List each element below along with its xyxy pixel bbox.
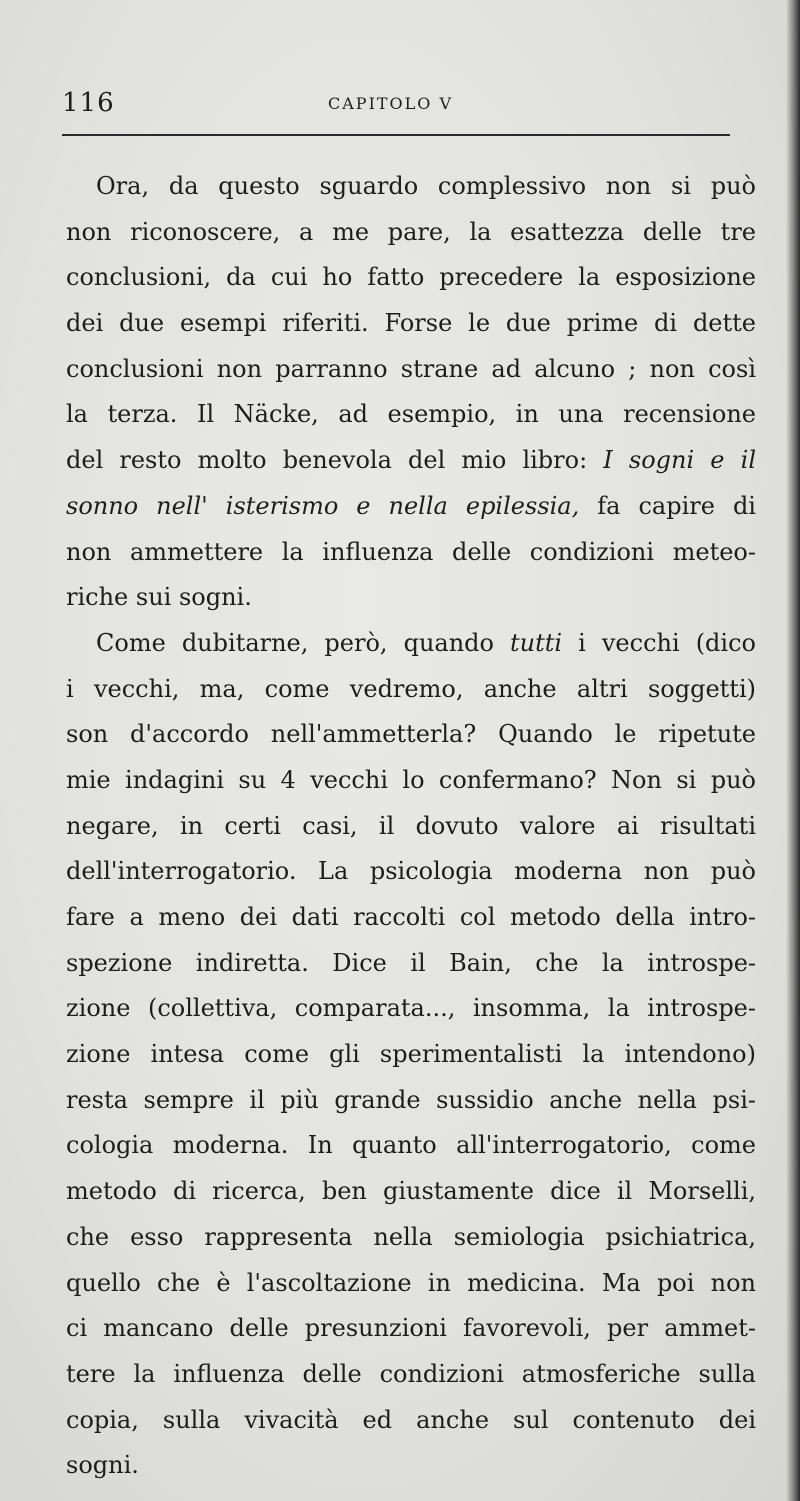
text-line [66, 849, 756, 895]
text-line [66, 1352, 756, 1398]
text-segment: resta sempre il più grande sussidio anche nella psi- [66, 1085, 756, 1114]
text-line [66, 941, 756, 987]
running-head [62, 88, 730, 128]
text-line [66, 1032, 756, 1078]
text-segment: sogni. [66, 1451, 139, 1480]
text-line [66, 530, 756, 576]
text-line [66, 1123, 756, 1169]
header-rule [62, 134, 730, 136]
text-segment: riche sui sogni. [66, 583, 252, 612]
text-line [66, 1169, 756, 1215]
text-segment: fare a meno dei dati raccolti col metodo della intro- [66, 903, 756, 931]
text-segment: negare, in certi casi, il dovuto valore ai risultati [66, 811, 756, 840]
text-line [66, 1398, 756, 1444]
text-line [66, 758, 756, 804]
text-line [66, 986, 756, 1032]
text-line [66, 1306, 756, 1352]
text-segment: che esso rappresenta nella semiologia psichiatrica, [66, 1222, 756, 1251]
text-line [66, 484, 756, 530]
text-segment: Come dubitarne, però, quando [96, 628, 511, 657]
text-segment: conclusioni, da cui ho fatto precedere la esposizione [66, 263, 756, 292]
text-segment: non riconoscere, a me pare, la esattezza delle tre [66, 217, 756, 246]
text-line [66, 667, 756, 713]
text-segment: ci mancano delle presunzioni favorevoli, per ammet- [66, 1314, 756, 1343]
text-line [66, 164, 756, 210]
paragraph [66, 164, 756, 621]
text-line [66, 712, 756, 758]
text-segment: i vecchi, ma, come vedremo, anche altri soggetti) [66, 674, 756, 703]
paragraph [66, 621, 756, 1489]
text-segment: mie indagini su 4 vecchi lo confermano? Non si può [66, 765, 756, 794]
italic-text: I sogni e il [603, 446, 756, 475]
text-segment: son d'accordo nell'ammetterla? Quando le ripetute [66, 720, 756, 749]
text-segment: spezione indiretta. Dice il Bain, che la introspe- [66, 948, 756, 977]
page-edge-shadow [786, 0, 800, 1501]
text-line [66, 575, 756, 621]
chapter-title: CAPITOLO V [328, 94, 454, 113]
italic-text: sonno nell' isterismo e nella epilessia, [66, 491, 580, 520]
text-line [66, 301, 756, 347]
text-segment: conclusioni non parranno strane ad alcuno ; non così [66, 354, 756, 383]
page-number: 116 [62, 88, 115, 118]
text-segment: del resto molto benevola del mio libro: [66, 446, 604, 475]
text-line [66, 621, 756, 667]
text-line [66, 1078, 756, 1124]
text-line [66, 255, 756, 301]
text-line [66, 438, 756, 484]
text-segment: la terza. Il Näcke, ad esempio, in una recensione [66, 400, 756, 429]
text-segment: metodo di ricerca, ben giustamente dice il Morselli, [66, 1177, 756, 1206]
text-segment: non ammettere la influenza delle condizioni meteo- [66, 537, 756, 566]
text-line [66, 1261, 756, 1307]
text-segment: cologia moderna. In quanto all'interrogatorio, come [66, 1131, 756, 1160]
text-line [66, 347, 756, 393]
text-segment: Ora, da questo sguardo complessivo non si può [96, 172, 756, 200]
italic-text: tutti [510, 628, 563, 657]
text-segment: zione (collettiva, comparata..., insomma, la introspe- [66, 994, 756, 1023]
text-line [66, 1443, 756, 1489]
text-segment: zione intesa come gli sperimentalisti la intendono) [66, 1040, 756, 1069]
text-line [66, 1215, 756, 1261]
text-line [66, 895, 756, 941]
text-segment: dei due esempi riferiti. Forse le due prime di dette [66, 309, 756, 338]
text-segment: quello che è l'ascoltazione in medicina. Ma poi non [66, 1268, 756, 1297]
text-line [66, 210, 756, 256]
text-segment: i vecchi (dico [562, 628, 756, 657]
body-text [66, 164, 756, 1489]
text-line [66, 392, 756, 438]
text-segment: dell'interrogatorio. La psicologia moderna non può [66, 857, 756, 886]
text-segment: copia, sulla vivacità ed anche sul contenuto dei [66, 1405, 756, 1434]
text-segment: tere la influenza delle condizioni atmosferiche sulla [66, 1359, 756, 1388]
text-segment: fa capire di [579, 491, 756, 520]
text-line [66, 804, 756, 850]
